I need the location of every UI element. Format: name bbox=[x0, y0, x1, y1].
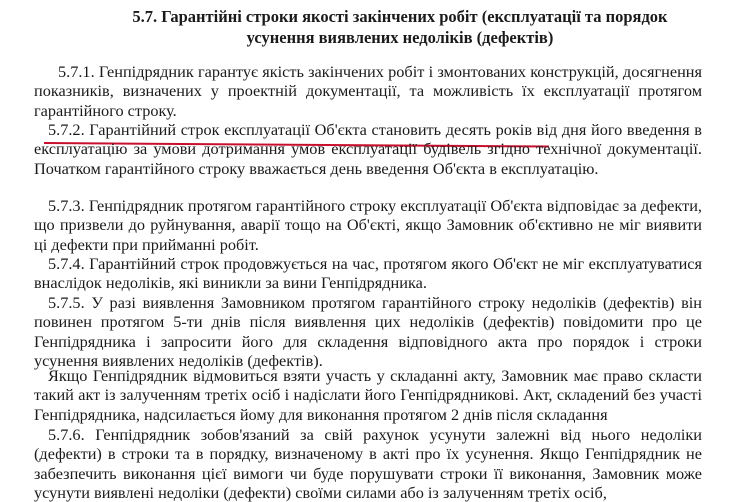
paragraph-5-7-1: 5.7.1. Генпідрядник гарантує якість закінчених робіт і змонтованих конструкцій, досягнення показників, визначених у проектній документації, та можливість їх експлуатації протягом гарантійного строку. bbox=[34, 62, 702, 120]
paragraph-5-7-4: 5.7.4. Гарантійний строк продовжується на час, протягом якого Об'єкт не міг експлуатуватися внаслідок недоліків, які виникли за вини Генпідрядника. bbox=[34, 254, 702, 293]
section-heading: 5.7. Гарантійні строки якості закінчених робіт (експлуатації та порядок усунення виявлених недоліків (дефектів) bbox=[132, 7, 668, 47]
paragraph-act-refusal: Якщо Генпідрядник відмовиться взяти участь у складанні акту, Замовник має право скласти такий акт із залученням третіх осіб і надіслати його Генпідрядникові. Акт, складений без участі Генпідрядника, надсилається йому для виконання протягом 2 днів після складання bbox=[34, 366, 702, 424]
paragraph-5-7-5: 5.7.5. У разі виявлення Замовником протягом гарантійного строку недоліків (дефектів) він повинен протягом 5-ти днів після виявлення цих недоліків (дефектів) повідомити про це Генпідрядника і запросити його для складення відповідного акта про порядок і строки усунення виявлених недоліків (дефектів). bbox=[34, 293, 702, 370]
paragraph-5-7-6: 5.7.6. Генпідрядник зобов'язаний за свій рахунок усунути залежні від нього недоліки (дефекти) в строки та в порядку, визначеному в акті про їх усунення. Якщо Генпідрядник не забезпечить виконання цієї вимоги чи буде порушувати строки її виконання, Замовник може усунути виявлені недоліки (дефекти) своїми силами або із залученням третіх осіб, bbox=[34, 425, 702, 502]
paragraph-5-7-2: 5.7.2. Гарантійний строк експлуатації Об'єкта становить десять років від дня його введення в експлуатацію за умови дотримання умов експлуатації будівель згідно технічної документації. Початком гарантійного строку вважається день введення Об'єкта в експлуатацію. bbox=[34, 120, 702, 178]
paragraph-5-7-3: 5.7.3. Генпідрядник протягом гарантійного строку експлуатації Об'єкта відповідає за дефекти, що призвели до руйнування, аварії тощо на Об'єкті, якщо Замовник об'єктивно не міг виявити ці дефекти при прийманні робіт. bbox=[34, 196, 702, 254]
